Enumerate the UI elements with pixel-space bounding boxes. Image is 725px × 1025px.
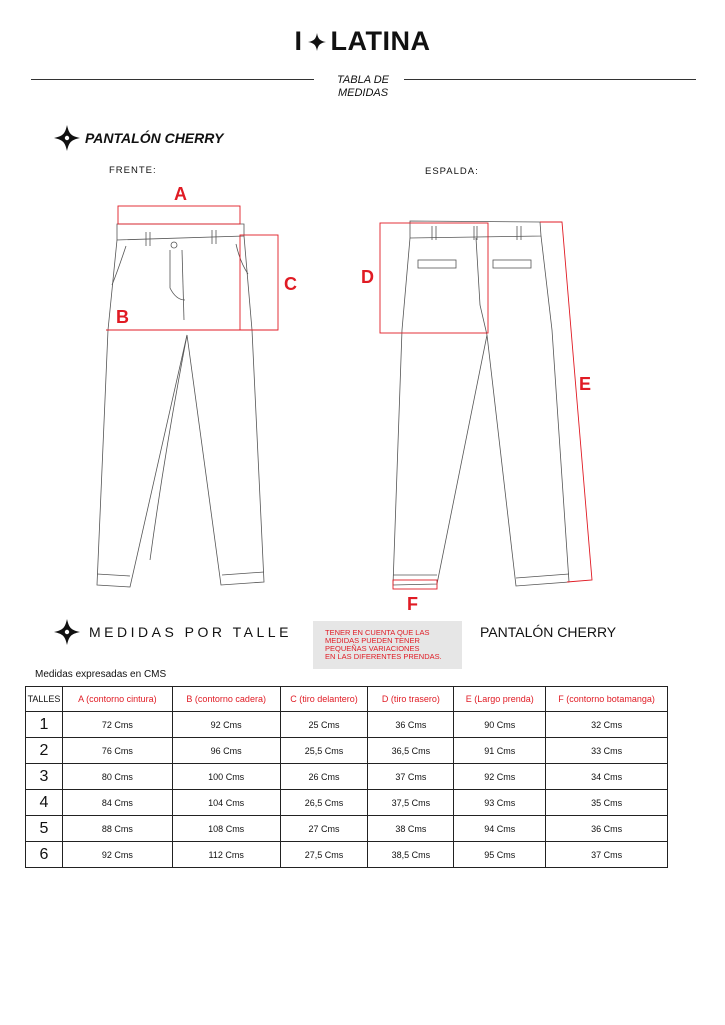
dimension-label-e: E — [579, 374, 592, 394]
table-row — [26, 712, 668, 738]
units-caption: Medidas expresadas en CMS — [35, 669, 167, 680]
table-row — [26, 764, 668, 790]
note-line: PEQUEÑAS VARIACIONES — [325, 644, 420, 653]
column-header-d: D (tiro trasero) — [368, 687, 454, 712]
dimension-label-c: C — [284, 274, 297, 294]
table-cell: 26 Cms — [280, 764, 368, 790]
table-row — [26, 842, 668, 868]
table-cell: 26,5 Cms — [280, 790, 368, 816]
table-cell: 95 Cms — [454, 842, 546, 868]
table-cell: 80 Cms — [62, 764, 172, 790]
table-cell: 76 Cms — [62, 738, 172, 764]
table-cell: 25 Cms — [280, 712, 368, 738]
sizes-heading — [53, 618, 292, 646]
table-cell: 33 Cms — [546, 738, 668, 764]
measurement-guides — [106, 206, 592, 589]
note-line: TENER EN CUENTA QUE LAS — [325, 628, 430, 637]
table-cell: 90 Cms — [454, 712, 546, 738]
table-cell: 92 Cms — [172, 712, 280, 738]
column-header-e: E (Largo prenda) — [454, 687, 546, 712]
table-cell: 108 Cms — [172, 816, 280, 842]
table-cell: 37 Cms — [546, 842, 668, 868]
table-cell: 36 Cms — [368, 712, 454, 738]
size-cell: 4 — [26, 790, 63, 816]
table-cell: 96 Cms — [172, 738, 280, 764]
table-cell: 93 Cms — [454, 790, 546, 816]
back-view-label: ESPALDA: — [425, 166, 479, 177]
brand-right: LATINA — [330, 26, 431, 56]
table-cell: 34 Cms — [546, 764, 668, 790]
four-point-star-icon — [53, 618, 81, 646]
table-cell: 36 Cms — [546, 816, 668, 842]
dimension-label-a: A — [174, 184, 187, 204]
table-cell: 37 Cms — [368, 764, 454, 790]
size-table — [25, 686, 668, 868]
size-cell: 1 — [26, 712, 63, 738]
table-cell: 37,5 Cms — [368, 790, 454, 816]
brand-left: I — [294, 26, 303, 56]
table-cell: 27 Cms — [280, 816, 368, 842]
table-cell: 25,5 Cms — [280, 738, 368, 764]
table-header-row — [26, 687, 668, 712]
table-row — [26, 738, 668, 764]
table-cell: 36,5 Cms — [368, 738, 454, 764]
sizes-title: MEDIDAS POR TALLE — [89, 624, 292, 640]
size-cell: 5 — [26, 816, 63, 842]
table-cell: 100 Cms — [172, 764, 280, 790]
table-cell: 27,5 Cms — [280, 842, 368, 868]
table-cell: 94 Cms — [454, 816, 546, 842]
table-cell: 38 Cms — [368, 816, 454, 842]
product-title: PANTALÓN CHERRY — [85, 130, 224, 146]
table-cell: 92 Cms — [454, 764, 546, 790]
table-cell: 92 Cms — [62, 842, 172, 868]
table-cell: 84 Cms — [62, 790, 172, 816]
size-cell: 3 — [26, 764, 63, 790]
dimension-label-d: D — [361, 267, 374, 287]
table-cell: 35 Cms — [546, 790, 668, 816]
size-cell: 6 — [26, 842, 63, 868]
column-header-f: F (contorno botamanga) — [546, 687, 668, 712]
back-pants-outline — [393, 221, 569, 586]
variation-note — [313, 621, 462, 669]
table-cell: 112 Cms — [172, 842, 280, 868]
sizes-product-name: PANTALÓN CHERRY — [480, 624, 617, 640]
subtitle-line2: MEDIDAS — [337, 87, 389, 99]
column-header-b: B (contorno cadera) — [172, 687, 280, 712]
table-cell: 72 Cms — [62, 712, 172, 738]
note-line: EN LAS DIFERENTES PRENDAS. — [325, 652, 442, 661]
front-pants-outline — [97, 224, 264, 587]
size-cell: 2 — [26, 738, 63, 764]
table-cell: 104 Cms — [172, 790, 280, 816]
column-header-talles: TALLES — [26, 687, 63, 712]
table-row — [26, 790, 668, 816]
table-cell: 38,5 Cms — [368, 842, 454, 868]
table-cell: 32 Cms — [546, 712, 668, 738]
front-view-label: FRENTE: — [109, 165, 157, 176]
table-cell: 88 Cms — [62, 816, 172, 842]
table-row — [26, 816, 668, 842]
subtitle-line1: TABLA DE — [337, 74, 389, 86]
dimension-label-f: F — [407, 594, 418, 614]
dimension-label-b: B — [116, 307, 129, 327]
column-header-a: A (contorno cintura) — [62, 687, 172, 712]
table-cell: 91 Cms — [454, 738, 546, 764]
column-header-c: C (tiro delantero) — [280, 687, 368, 712]
note-line: MEDIDAS PUEDEN TENER — [325, 636, 420, 645]
